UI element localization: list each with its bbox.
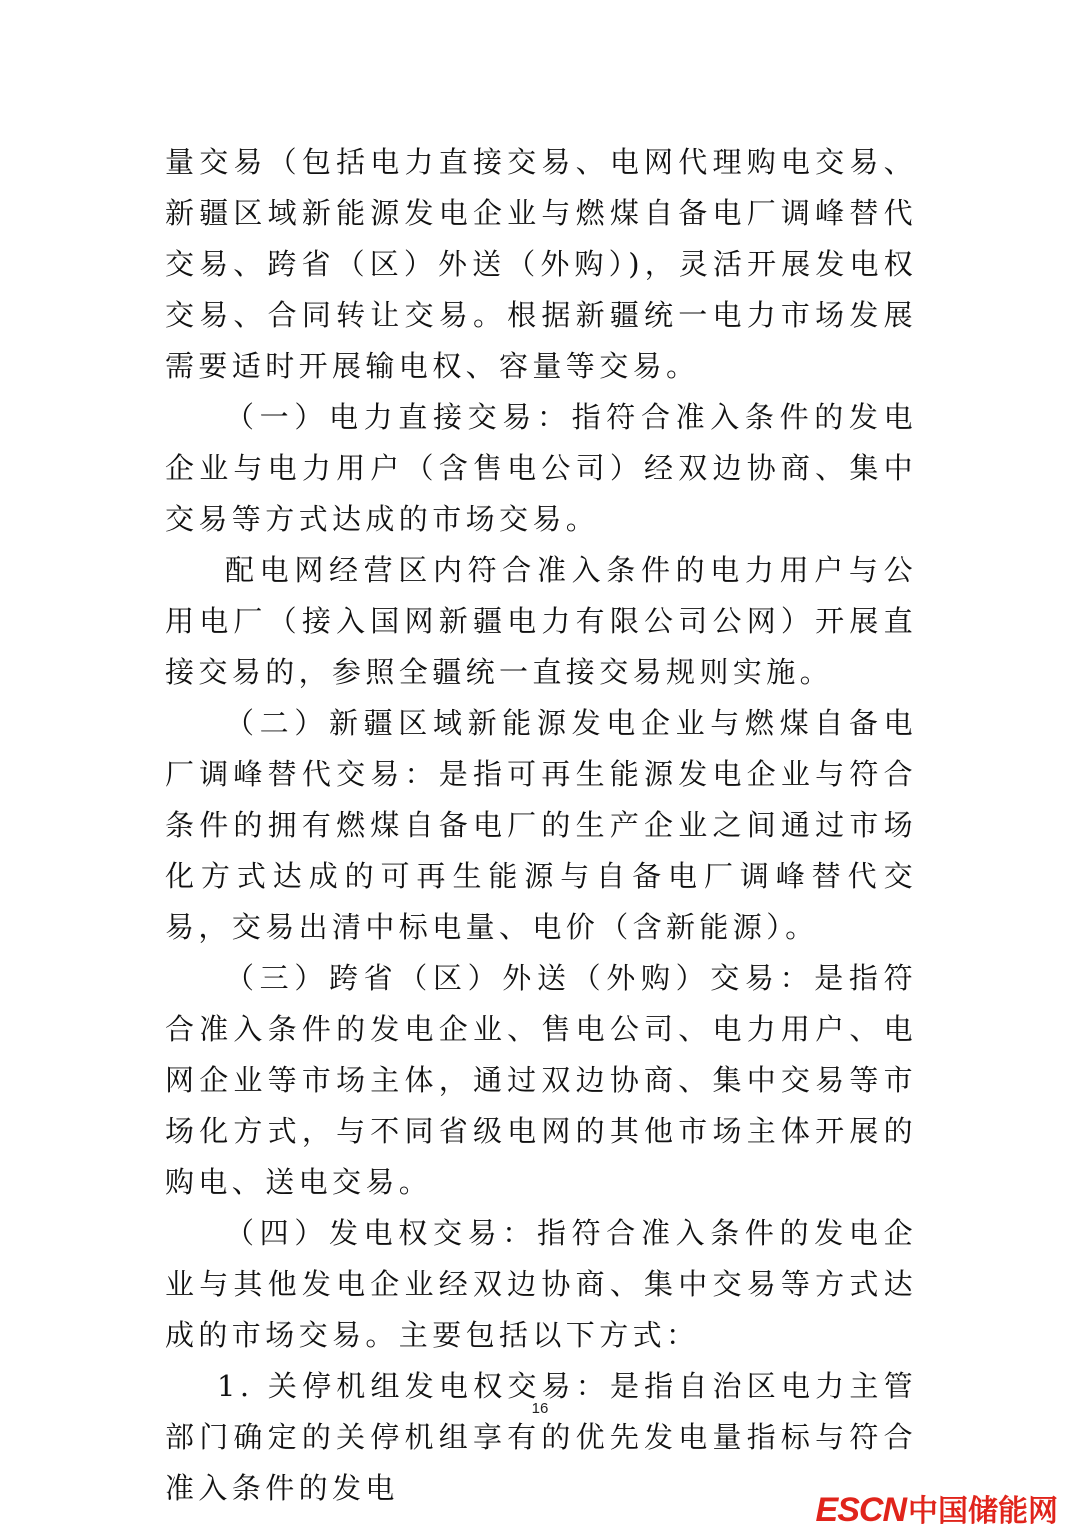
paragraph-distribution-grid: 配电网经营区内符合准入条件的电力用户与公用电厂（接入国网新疆电力有限公司公网）开展直接交易的，参照全疆统一直接交易规则实施。 <box>165 553 917 689</box>
paragraph-direct-trading: （一）电力直接交易：指符合准入条件的发电企业与电力用户（含售电公司）经双边协商、集中交易等方式达成的市场交易。 <box>165 400 917 536</box>
watermark-chinese: 中国储能网 <box>908 1494 1058 1529</box>
watermark-latin: ESCN <box>815 1491 906 1529</box>
paragraph-continuation: 量交易（包括电力直接交易、电网代理购电交易、新疆区域新能源发电企业与燃煤自备电厂调峰替代交易、跨省（区）外送（外购）)，灵活开展发电权交易、合同转让交易。根据新疆统一电力市场发展需要适时开展输电权、容量等交易。 <box>165 145 917 383</box>
paragraph-peak-shaving-substitution: （二）新疆区域新能源发电企业与燃煤自备电厂调峰替代交易：是指可再生能源发电企业与符合条件的拥有燃煤自备电厂的生产企业之间通过市场化方式达成的可再生能源与自备电厂调峰替代交易，交易出清中标电量、电价（含新能源）。 <box>165 706 917 944</box>
page-number: 16 <box>531 1400 549 1417</box>
escn-watermark-logo <box>816 1486 1058 1530</box>
paragraph-cross-province: （三）跨省（区）外送（外购）交易：是指符合准入条件的发电企业、售电公司、电力用户、电网企业等市场主体，通过双边协商、集中交易等市场化方式，与不同省级电网的其他市场主体开展的购电、送电交易。 <box>165 961 917 1199</box>
document-body <box>165 137 917 1514</box>
paragraph-generation-rights: （四）发电权交易：指符合准入条件的发电企业与其他发电企业经双边协商、集中交易等方式达成的市场交易。主要包括以下方式： <box>165 1216 917 1352</box>
paragraph-shutdown-units: 1. 关停机组发电权交易：是指自治区电力主管部门确定的关停机组享有的优先发电量指标与符合准入条件的发电 <box>165 1369 917 1505</box>
